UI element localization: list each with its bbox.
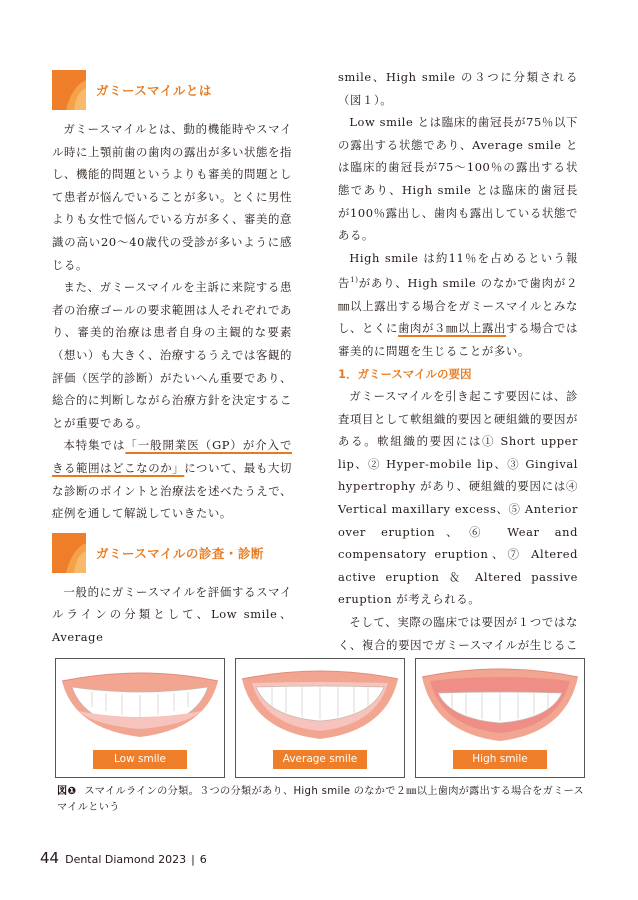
label-average-smile: Average smile bbox=[273, 750, 367, 769]
label-high-smile: High smile bbox=[453, 750, 547, 769]
underlined-text: 「一般開業医（GP）が介入できる範囲はどこなのか」 bbox=[52, 438, 292, 475]
section-title: ガミースマイルの診査・診断 bbox=[96, 545, 264, 561]
reference-mark: 1) bbox=[350, 276, 359, 285]
issue-number: 6 bbox=[199, 853, 207, 866]
paragraph: smile、High smile の３つに分類される（図１）。 bbox=[338, 70, 578, 107]
figure-panel-low bbox=[55, 658, 225, 778]
paragraph: また、ガミースマイルを主訴に来院する患者の治療ゴールの要求範囲は人それぞれであり、審美的治療は患者自身の主観的な要素（想い）も大きく、治療するうえでは客観的評価（医学的診断）がたいへん重要であり、総合的に判断しながら治療方針を決定することが重要である。 bbox=[52, 280, 292, 430]
section-heading bbox=[52, 70, 292, 110]
text-span: があり、High smile のなかで歯肉が２㎜以上露出する場合をガミースマイルとみなし、とくに bbox=[338, 276, 579, 336]
paragraph bbox=[338, 247, 578, 363]
label-low-smile: Low smile bbox=[93, 750, 187, 769]
section-mark-icon bbox=[52, 70, 86, 110]
paragraph: 一般的にガミースマイルを評価するスマイルラインの分類として、Low smile、Average bbox=[52, 584, 292, 644]
section-title: ガミースマイルとは bbox=[96, 83, 212, 98]
figure-panel-high bbox=[415, 658, 585, 778]
figure-panel-average bbox=[235, 658, 405, 778]
right-column bbox=[338, 66, 578, 679]
page-footer bbox=[40, 849, 207, 867]
figure-caption bbox=[57, 784, 585, 816]
text-span: する場合では審美的に問題を生じることが多い。 bbox=[338, 321, 578, 358]
page-number: 44 bbox=[40, 849, 60, 867]
figure-number: 図❶ bbox=[57, 786, 77, 797]
caption-text: スマイルラインの分類。３つの分類があり、High smile のなかで２㎜以上歯肉が露出する場合をガミースマイルという bbox=[57, 786, 585, 813]
paragraph: ガミースマイルを引き起こす要因には、診査項目として軟組織的要因と硬組織的要因がある。軟組織的要因には① Short upper lip、② Hyper-mobile lip、③ Gingival hypertrophy があり、硬組織的要因には④ Vertical maxillary excess、⑤ Anterior over eruption、⑥ Wear and compensatory eruption、⑦ Altered active eruption ＆ Altered passive eruption が考えられる。 bbox=[338, 389, 578, 607]
text-span: 本特集では bbox=[63, 438, 126, 453]
paragraph: Low smile とは臨床的歯冠長が75％以下の露出する状態であり、Average smile とは臨床的歯冠長が75〜100％の露出する状態であり、High smile とは臨床的歯冠長が100％露出し、歯肉も露出している状態である。 bbox=[338, 115, 578, 243]
paragraph bbox=[52, 434, 292, 524]
footer-separator: | bbox=[191, 853, 195, 866]
section-heading bbox=[52, 533, 292, 573]
subsection-title: 1．ガミースマイルの要因 bbox=[338, 366, 472, 381]
underlined-text: 歯肉が３㎜以上露出 bbox=[398, 321, 506, 336]
section-mark-icon bbox=[52, 533, 86, 573]
paragraph: ガミースマイルとは、動的機能時やスマイル時に上顎前歯の歯肉の露出が多い状態を指し、機能的問題というよりも審美的問題として患者が悩んでいることが多い。とくに男性よりも女性で悩んでいる方が多く、審美的意識の高い20〜40歳代の受診が多いように感じる。 bbox=[52, 122, 292, 272]
paragraph: そして、実際の臨床では要因が１つではなく、複合的要因でガミースマイルが生じるこ bbox=[338, 615, 578, 652]
smile-line-figure bbox=[55, 658, 584, 778]
left-column bbox=[52, 70, 292, 648]
text-span: High smile は約11％を占めるという報告 bbox=[338, 250, 578, 291]
journal-name: Dental Diamond 2023 bbox=[65, 853, 187, 866]
text-span: について、最も大切な診断のポイントと治療法を述べたうえで、症例を通して解説していきたい。 bbox=[52, 460, 292, 521]
